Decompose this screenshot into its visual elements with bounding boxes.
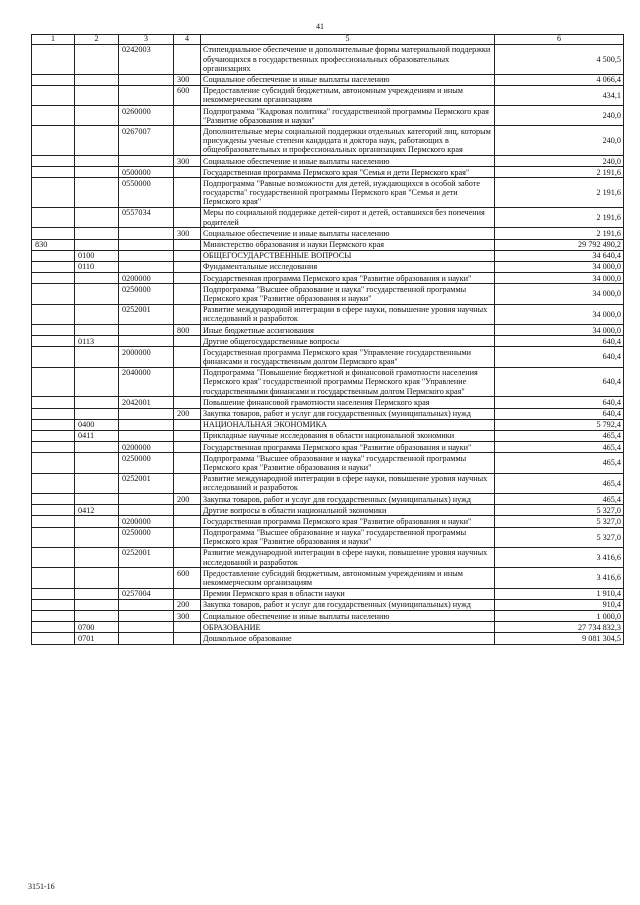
- ministry-code-cell: [32, 207, 75, 227]
- section-code-cell: [75, 156, 119, 167]
- name-cell: Закупка товаров, работ и услуг для государственных (муниципальных) нужд: [201, 408, 495, 419]
- table-row: [32, 261, 624, 272]
- target-article-cell: 0250000: [119, 527, 174, 547]
- table-row: [32, 494, 624, 505]
- amount-cell: 29 792 490,2: [495, 239, 624, 250]
- header-cell: 2: [75, 35, 119, 45]
- target-article-cell: [119, 419, 174, 430]
- section-code-cell: [75, 527, 119, 547]
- section-code-cell: [75, 239, 119, 250]
- expense-type-cell: [174, 167, 201, 178]
- section-code-cell: [75, 284, 119, 304]
- amount-cell: 640,4: [495, 408, 624, 419]
- target-article-cell: [119, 74, 174, 85]
- table-row: [32, 547, 624, 567]
- amount-cell: 3 416,6: [495, 568, 624, 588]
- ministry-code-cell: [32, 44, 75, 74]
- budget-table: [31, 34, 624, 645]
- expense-type-cell: [174, 367, 201, 397]
- ministry-code-cell: [32, 473, 75, 493]
- target-article-cell: 0550000: [119, 178, 174, 208]
- section-code-cell: [75, 588, 119, 599]
- amount-cell: 240,0: [495, 106, 624, 126]
- expense-type-cell: [174, 473, 201, 493]
- expense-type-cell: [174, 336, 201, 347]
- section-code-cell: [75, 325, 119, 336]
- ministry-code-cell: [32, 126, 75, 156]
- amount-cell: 465,4: [495, 494, 624, 505]
- table-row: [32, 273, 624, 284]
- page-number: 41: [316, 22, 324, 31]
- table-row: [32, 304, 624, 324]
- target-article-cell: 0200000: [119, 516, 174, 527]
- section-code-cell: [75, 568, 119, 588]
- section-code-cell: [75, 516, 119, 527]
- ministry-code-cell: [32, 568, 75, 588]
- expense-type-cell: [174, 44, 201, 74]
- ministry-code-cell: [32, 167, 75, 178]
- name-cell: Социальное обеспечение и иные выплаты населению: [201, 228, 495, 239]
- target-article-cell: [119, 85, 174, 105]
- section-code-cell: [75, 74, 119, 85]
- ministry-code-cell: [32, 250, 75, 261]
- amount-cell: 34 000,0: [495, 261, 624, 272]
- ministry-code-cell: [32, 304, 75, 324]
- expense-type-cell: 200: [174, 408, 201, 419]
- ministry-code-cell: [32, 611, 75, 622]
- name-cell: Стипендиальное обеспечение и дополнительные формы материальной поддержки обучающихся в государственных профессиональных образовательных организациях: [201, 44, 495, 74]
- name-cell: Подпрограмма "Высшее образование и наука" государственной программы Пермского края "Развитие образования и науки": [201, 527, 495, 547]
- target-article-cell: 0260000: [119, 106, 174, 126]
- name-cell: Развитие международной интеграции в сфере науки, повышение уровня научных исследований и разработок: [201, 304, 495, 324]
- target-article-cell: [119, 622, 174, 633]
- target-article-cell: 2040000: [119, 367, 174, 397]
- name-cell: Прикладные научные исследования в области национальной экономики: [201, 430, 495, 441]
- section-code-cell: 0701: [75, 633, 119, 644]
- expense-type-cell: 300: [174, 611, 201, 622]
- expense-type-cell: 800: [174, 325, 201, 336]
- amount-cell: 34 000,0: [495, 304, 624, 324]
- amount-cell: 465,4: [495, 473, 624, 493]
- table-row: [32, 430, 624, 441]
- expense-type-cell: [174, 261, 201, 272]
- ministry-code-cell: [32, 106, 75, 126]
- target-article-cell: 0252001: [119, 304, 174, 324]
- target-article-cell: [119, 494, 174, 505]
- ministry-code-cell: [32, 547, 75, 567]
- name-cell: Подпрограмма "Кадровая политика" государственной программы Пермского края "Развитие образования и науки": [201, 106, 495, 126]
- section-code-cell: 0110: [75, 261, 119, 272]
- amount-cell: 910,4: [495, 599, 624, 610]
- ministry-code-cell: [32, 74, 75, 85]
- target-article-cell: 0252001: [119, 473, 174, 493]
- header-cell: 3: [119, 35, 174, 45]
- header-cell: 5: [201, 35, 495, 45]
- expense-type-cell: [174, 304, 201, 324]
- name-cell: Иные бюджетные ассигнования: [201, 325, 495, 336]
- amount-cell: 640,4: [495, 397, 624, 408]
- expense-type-cell: [174, 505, 201, 516]
- expense-type-cell: [174, 622, 201, 633]
- amount-cell: 34 000,0: [495, 284, 624, 304]
- name-cell: Предоставление субсидий бюджетным, автономным учреждениям и иным некоммерческим организациям: [201, 568, 495, 588]
- section-code-cell: [75, 494, 119, 505]
- ministry-code-cell: [32, 156, 75, 167]
- section-code-cell: [75, 442, 119, 453]
- amount-cell: 2 191,6: [495, 178, 624, 208]
- name-cell: Закупка товаров, работ и услуг для государственных (муниципальных) нужд: [201, 494, 495, 505]
- section-code-cell: [75, 44, 119, 74]
- expense-type-cell: [174, 527, 201, 547]
- table-row: [32, 126, 624, 156]
- section-code-cell: [75, 611, 119, 622]
- name-cell: Развитие международной интеграции в сфере науки, повышение уровня научных исследований и разработок: [201, 473, 495, 493]
- table-row: [32, 325, 624, 336]
- ministry-code-cell: [32, 494, 75, 505]
- name-cell: Подпрограмма "Высшее образование и наука" государственной программы Пермского края "Развитие образования и науки": [201, 453, 495, 473]
- target-article-cell: [119, 505, 174, 516]
- target-article-cell: [119, 156, 174, 167]
- target-article-cell: 0242003: [119, 44, 174, 74]
- section-code-cell: 0700: [75, 622, 119, 633]
- table-row: [32, 568, 624, 588]
- expense-type-cell: [174, 547, 201, 567]
- target-article-cell: 2000000: [119, 347, 174, 367]
- target-article-cell: 0200000: [119, 273, 174, 284]
- section-code-cell: [75, 178, 119, 208]
- name-cell: Другие вопросы в области национальной экономики: [201, 505, 495, 516]
- expense-type-cell: 600: [174, 85, 201, 105]
- name-cell: Предоставление субсидий бюджетным, автономным учреждениям и иным некоммерческим организациям: [201, 85, 495, 105]
- amount-cell: 240,0: [495, 126, 624, 156]
- section-code-cell: [75, 304, 119, 324]
- section-code-cell: [75, 347, 119, 367]
- name-cell: Подпрограмма "Высшее образование и наука" государственной программы Пермского края "Развитие образования и науки": [201, 284, 495, 304]
- ministry-code-cell: [32, 228, 75, 239]
- ministry-code-cell: [32, 261, 75, 272]
- ministry-code-cell: [32, 527, 75, 547]
- target-article-cell: [119, 228, 174, 239]
- ministry-code-cell: [32, 367, 75, 397]
- ministry-code-cell: [32, 325, 75, 336]
- expense-type-cell: [174, 442, 201, 453]
- ministry-code-cell: [32, 505, 75, 516]
- table-row: [32, 239, 624, 250]
- name-cell: ОБЩЕГОСУДАРСТВЕННЫЕ ВОПРОСЫ: [201, 250, 495, 261]
- amount-cell: 1 910,4: [495, 588, 624, 599]
- table-row: [32, 336, 624, 347]
- expense-type-cell: [174, 419, 201, 430]
- target-article-cell: 0250000: [119, 453, 174, 473]
- table-row: [32, 167, 624, 178]
- section-code-cell: [75, 397, 119, 408]
- amount-cell: 4 066,4: [495, 74, 624, 85]
- name-cell: Подпрограмма "Равные возможности для детей, нуждающихся в особой заботе государства" государственной программы Пермского края "Семья и дети Пермского края": [201, 178, 495, 208]
- name-cell: Премии Пермского края в области науки: [201, 588, 495, 599]
- name-cell: Меры по социальной поддержке детей-сирот и детей, оставшихся без попечения родителей: [201, 207, 495, 227]
- amount-cell: 640,4: [495, 336, 624, 347]
- target-article-cell: 0500000: [119, 167, 174, 178]
- expense-type-cell: [174, 106, 201, 126]
- target-article-cell: 0557034: [119, 207, 174, 227]
- name-cell: Министерство образования и науки Пермского края: [201, 239, 495, 250]
- amount-cell: 1 000,0: [495, 611, 624, 622]
- section-code-cell: 0411: [75, 430, 119, 441]
- name-cell: Фундаментальные исследования: [201, 261, 495, 272]
- name-cell: Дошкольное образование: [201, 633, 495, 644]
- amount-cell: 465,4: [495, 453, 624, 473]
- amount-cell: 34 000,0: [495, 325, 624, 336]
- ministry-code-cell: [32, 347, 75, 367]
- target-article-cell: [119, 325, 174, 336]
- table-row: [32, 228, 624, 239]
- ministry-code-cell: [32, 419, 75, 430]
- target-article-cell: 0252001: [119, 547, 174, 567]
- amount-cell: 5 327,0: [495, 516, 624, 527]
- name-cell: Дополнительные меры социальной поддержки отдельных категорий лиц, которым присуждены ученые степени кандидата и доктора наук, работающих в общеобразовательных и профессиональных организациях Пермского края: [201, 126, 495, 156]
- expense-type-cell: 300: [174, 228, 201, 239]
- amount-cell: 5 792,4: [495, 419, 624, 430]
- table-row: [32, 74, 624, 85]
- amount-cell: 2 191,6: [495, 167, 624, 178]
- table-row: [32, 611, 624, 622]
- section-code-cell: [75, 367, 119, 397]
- ministry-code-cell: [32, 284, 75, 304]
- table-row: [32, 516, 624, 527]
- table-row: [32, 156, 624, 167]
- expense-type-cell: [174, 430, 201, 441]
- expense-type-cell: [174, 347, 201, 367]
- ministry-code-cell: [32, 453, 75, 473]
- table-row: [32, 622, 624, 633]
- table-row: [32, 250, 624, 261]
- amount-cell: 4 500,5: [495, 44, 624, 74]
- section-code-cell: [75, 599, 119, 610]
- ministry-code-cell: [32, 588, 75, 599]
- section-code-cell: [75, 273, 119, 284]
- ministry-code-cell: [32, 516, 75, 527]
- table-row: [32, 473, 624, 493]
- name-cell: Государственная программа Пермского края "Семья и дети Пермского края": [201, 167, 495, 178]
- name-cell: Подпрограмма "Повышение бюджетной и финансовой грамотности населения Пермского края" государственной программы Пермского края "Управление государственными финансами и государственным долгом Пермского края": [201, 367, 495, 397]
- table-header-row: [32, 35, 624, 45]
- name-cell: ОБРАЗОВАНИЕ: [201, 622, 495, 633]
- target-article-cell: [119, 430, 174, 441]
- name-cell: Государственная программа Пермского края "Управление государственными финансами и государственным долгом Пермского края": [201, 347, 495, 367]
- ministry-code-cell: [32, 273, 75, 284]
- name-cell: Социальное обеспечение и иные выплаты населению: [201, 74, 495, 85]
- table-row: [32, 106, 624, 126]
- table-row: [32, 442, 624, 453]
- section-code-cell: 0113: [75, 336, 119, 347]
- section-code-cell: [75, 167, 119, 178]
- target-article-cell: 0250000: [119, 284, 174, 304]
- target-article-cell: [119, 611, 174, 622]
- expense-type-cell: 200: [174, 494, 201, 505]
- target-article-cell: [119, 408, 174, 419]
- ministry-code-cell: [32, 178, 75, 208]
- ministry-code-cell: [32, 408, 75, 419]
- target-article-cell: 0200000: [119, 442, 174, 453]
- target-article-cell: [119, 261, 174, 272]
- target-article-cell: 2042001: [119, 397, 174, 408]
- expense-type-cell: 200: [174, 599, 201, 610]
- table-row: [32, 85, 624, 105]
- amount-cell: 9 081 304,5: [495, 633, 624, 644]
- ministry-code-cell: 830: [32, 239, 75, 250]
- ministry-code-cell: [32, 442, 75, 453]
- expense-type-cell: 300: [174, 156, 201, 167]
- table-row: [32, 419, 624, 430]
- name-cell: Закупка товаров, работ и услуг для государственных (муниципальных) нужд: [201, 599, 495, 610]
- amount-cell: 2 191,6: [495, 207, 624, 227]
- expense-type-cell: [174, 273, 201, 284]
- header-cell: 6: [495, 35, 624, 45]
- ministry-code-cell: [32, 430, 75, 441]
- table-row: [32, 633, 624, 644]
- expense-type-cell: 600: [174, 568, 201, 588]
- table-row: [32, 505, 624, 516]
- header-cell: 1: [32, 35, 75, 45]
- section-code-cell: [75, 453, 119, 473]
- amount-cell: 5 327,0: [495, 505, 624, 516]
- amount-cell: 434,1: [495, 85, 624, 105]
- table-row: [32, 527, 624, 547]
- table-row: [32, 207, 624, 227]
- amount-cell: 2 191,6: [495, 228, 624, 239]
- expense-type-cell: [174, 178, 201, 208]
- amount-cell: 640,4: [495, 367, 624, 397]
- section-code-cell: [75, 126, 119, 156]
- ministry-code-cell: [32, 633, 75, 644]
- amount-cell: 5 327,0: [495, 527, 624, 547]
- amount-cell: 465,4: [495, 442, 624, 453]
- table-row: [32, 178, 624, 208]
- expense-type-cell: [174, 126, 201, 156]
- section-code-cell: 0412: [75, 505, 119, 516]
- amount-cell: 34 640,4: [495, 250, 624, 261]
- amount-cell: 34 000,0: [495, 273, 624, 284]
- name-cell: Государственная программа Пермского края "Развитие образования и науки": [201, 516, 495, 527]
- table-row: [32, 367, 624, 397]
- section-code-cell: [75, 106, 119, 126]
- table-row: [32, 599, 624, 610]
- expense-type-cell: [174, 516, 201, 527]
- name-cell: Развитие международной интеграции в сфере науки, повышение уровня научных исследований и разработок: [201, 547, 495, 567]
- amount-cell: 640,4: [495, 347, 624, 367]
- budget-table-body: [32, 35, 624, 645]
- ministry-code-cell: [32, 622, 75, 633]
- name-cell: Государственная программа Пермского края "Развитие образования и науки": [201, 442, 495, 453]
- ministry-code-cell: [32, 599, 75, 610]
- footer-code: 3151-16: [28, 882, 55, 891]
- section-code-cell: [75, 408, 119, 419]
- expense-type-cell: [174, 588, 201, 599]
- table-row: [32, 397, 624, 408]
- target-article-cell: [119, 633, 174, 644]
- section-code-cell: [75, 473, 119, 493]
- ministry-code-cell: [32, 85, 75, 105]
- section-code-cell: 0400: [75, 419, 119, 430]
- section-code-cell: [75, 85, 119, 105]
- target-article-cell: 0267007: [119, 126, 174, 156]
- section-code-cell: [75, 547, 119, 567]
- section-code-cell: [75, 207, 119, 227]
- ministry-code-cell: [32, 336, 75, 347]
- table-row: [32, 453, 624, 473]
- header-cell: 4: [174, 35, 201, 45]
- table-row: [32, 284, 624, 304]
- table-row: [32, 44, 624, 74]
- amount-cell: 3 416,6: [495, 547, 624, 567]
- name-cell: Повышение финансовой грамотности населения Пермского края: [201, 397, 495, 408]
- amount-cell: 27 734 832,3: [495, 622, 624, 633]
- section-code-cell: [75, 228, 119, 239]
- target-article-cell: 0257004: [119, 588, 174, 599]
- expense-type-cell: 300: [174, 74, 201, 85]
- table-row: [32, 588, 624, 599]
- table-row: [32, 408, 624, 419]
- expense-type-cell: [174, 284, 201, 304]
- target-article-cell: [119, 250, 174, 261]
- expense-type-cell: [174, 633, 201, 644]
- target-article-cell: [119, 568, 174, 588]
- amount-cell: 465,4: [495, 430, 624, 441]
- name-cell: Государственная программа Пермского края "Развитие образования и науки": [201, 273, 495, 284]
- expense-type-cell: [174, 250, 201, 261]
- name-cell: НАЦИОНАЛЬНАЯ ЭКОНОМИКА: [201, 419, 495, 430]
- name-cell: Социальное обеспечение и иные выплаты населению: [201, 611, 495, 622]
- expense-type-cell: [174, 397, 201, 408]
- target-article-cell: [119, 599, 174, 610]
- section-code-cell: 0100: [75, 250, 119, 261]
- table-row: [32, 347, 624, 367]
- target-article-cell: [119, 239, 174, 250]
- name-cell: Другие общегосударственные вопросы: [201, 336, 495, 347]
- target-article-cell: [119, 336, 174, 347]
- ministry-code-cell: [32, 397, 75, 408]
- expense-type-cell: [174, 207, 201, 227]
- expense-type-cell: [174, 453, 201, 473]
- amount-cell: 240,0: [495, 156, 624, 167]
- expense-type-cell: [174, 239, 201, 250]
- name-cell: Социальное обеспечение и иные выплаты населению: [201, 156, 495, 167]
